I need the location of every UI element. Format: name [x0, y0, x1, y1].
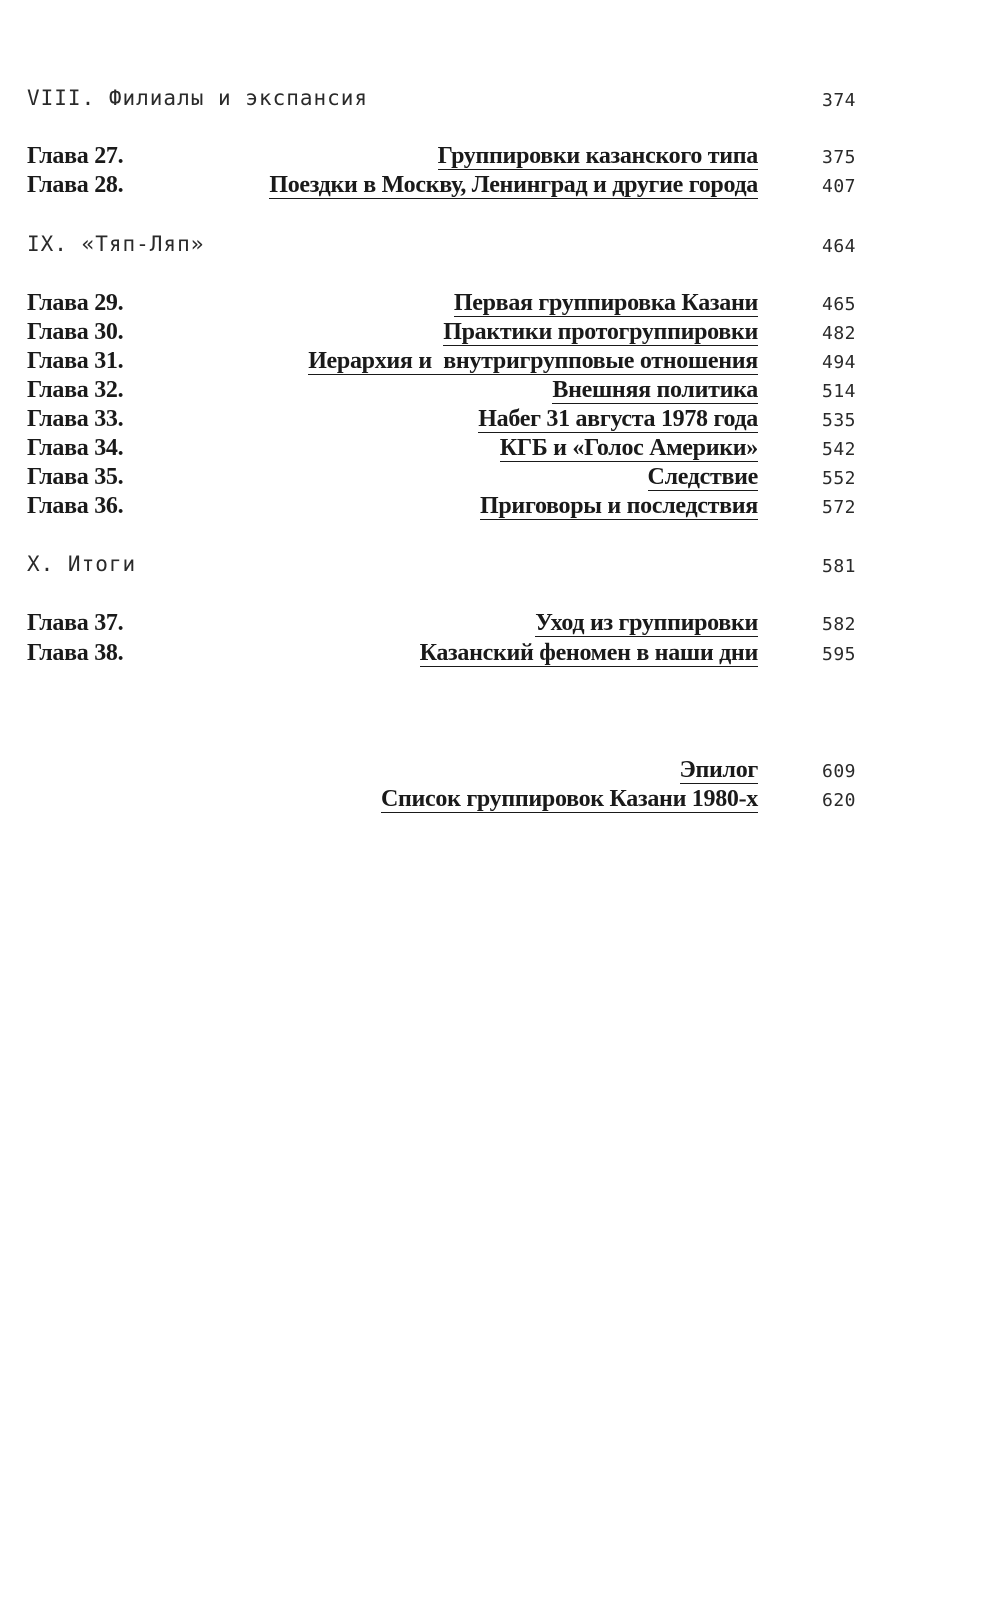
chapter-label: Глава 35. [27, 464, 124, 490]
page-number: 609 [822, 761, 857, 782]
chapter-title-link[interactable]: КГБ и «Голос Америки» [499, 435, 758, 461]
chapter-title-link[interactable]: Список группировок Казани 1980-х [380, 786, 758, 812]
chapter-title-link[interactable]: Казанский феномен в наши дни [419, 640, 758, 666]
toc-chapter-27[interactable] [0, 143, 1000, 172]
toc-chapter-38[interactable] [0, 640, 1000, 669]
chapter-title-link[interactable]: Уход из группировки [535, 610, 758, 636]
toc-chapter-36[interactable] [0, 493, 1000, 522]
chapter-label: Глава 28. [27, 172, 124, 198]
chapter-label: Глава 36. [27, 493, 124, 519]
chapter-title-link[interactable]: Приговоры и последствия [480, 493, 758, 519]
chapter-title-link[interactable]: Иерархия и внутригрупповые отношения [308, 348, 758, 374]
chapter-title-link[interactable]: Следствие [647, 464, 758, 490]
chapter-title-link[interactable]: Набег 31 августа 1978 года [478, 406, 758, 432]
page-number: 407 [822, 176, 857, 197]
page-number: 572 [822, 497, 857, 518]
toc-chapter-29[interactable] [0, 290, 1000, 319]
chapter-label: Глава 32. [27, 377, 124, 403]
chapter-label: Глава 33. [27, 406, 124, 432]
chapter-label: Глава 27. [27, 143, 124, 169]
chapter-label: Глава 34. [27, 435, 124, 461]
toc-chapter-35[interactable] [0, 464, 1000, 493]
toc-part-ix[interactable] [0, 232, 1000, 262]
toc-chapter-32[interactable] [0, 377, 1000, 406]
toc-chapter-34[interactable] [0, 435, 1000, 464]
page-number: 542 [822, 439, 857, 460]
part-title: VIII. Филиалы и экспансия [27, 86, 369, 110]
toc-chapter-31[interactable] [0, 348, 1000, 377]
chapter-title-link[interactable]: Первая группировка Казани [453, 290, 758, 316]
part-title: IX. «Тяп-Ляп» [27, 232, 205, 256]
page-number: 514 [822, 381, 857, 402]
chapter-label: Глава 38. [27, 640, 124, 666]
toc-chapter-28[interactable] [0, 172, 1000, 201]
page-number: 494 [822, 352, 857, 373]
chapter-title-link[interactable]: Поездки в Москву, Ленинград и другие города [269, 172, 758, 198]
toc-chapter-33[interactable] [0, 406, 1000, 435]
page-number: 582 [822, 614, 857, 635]
toc-epilogue[interactable] [0, 757, 1000, 786]
chapter-title-link[interactable]: Внешняя политика [552, 377, 758, 403]
toc-part-x[interactable] [0, 552, 1000, 582]
chapter-label: Глава 31. [27, 348, 124, 374]
chapter-title-link[interactable]: Группировки казанского типа [437, 143, 758, 169]
toc-chapter-30[interactable] [0, 319, 1000, 348]
page-number: 620 [822, 790, 857, 811]
page-number: 581 [822, 556, 857, 577]
page-number: 595 [822, 644, 857, 665]
page-number: 535 [822, 410, 857, 431]
chapter-label: Глава 29. [27, 290, 124, 316]
chapter-title-link[interactable]: Эпилог [679, 757, 758, 783]
page-number: 552 [822, 468, 857, 489]
part-title: X. Итоги [27, 552, 137, 576]
page-number: 465 [822, 294, 857, 315]
chapter-label: Глава 37. [27, 610, 124, 636]
page-number: 374 [822, 90, 857, 111]
toc-chapter-37[interactable] [0, 610, 1000, 639]
toc-part-viii[interactable] [0, 86, 1000, 116]
page-number: 375 [822, 147, 857, 168]
page-number: 482 [822, 323, 857, 344]
chapter-title-link[interactable]: Практики протогруппировки [443, 319, 758, 345]
page-number: 464 [822, 236, 857, 257]
toc-groups-list[interactable] [0, 786, 1000, 815]
chapter-label: Глава 30. [27, 319, 124, 345]
